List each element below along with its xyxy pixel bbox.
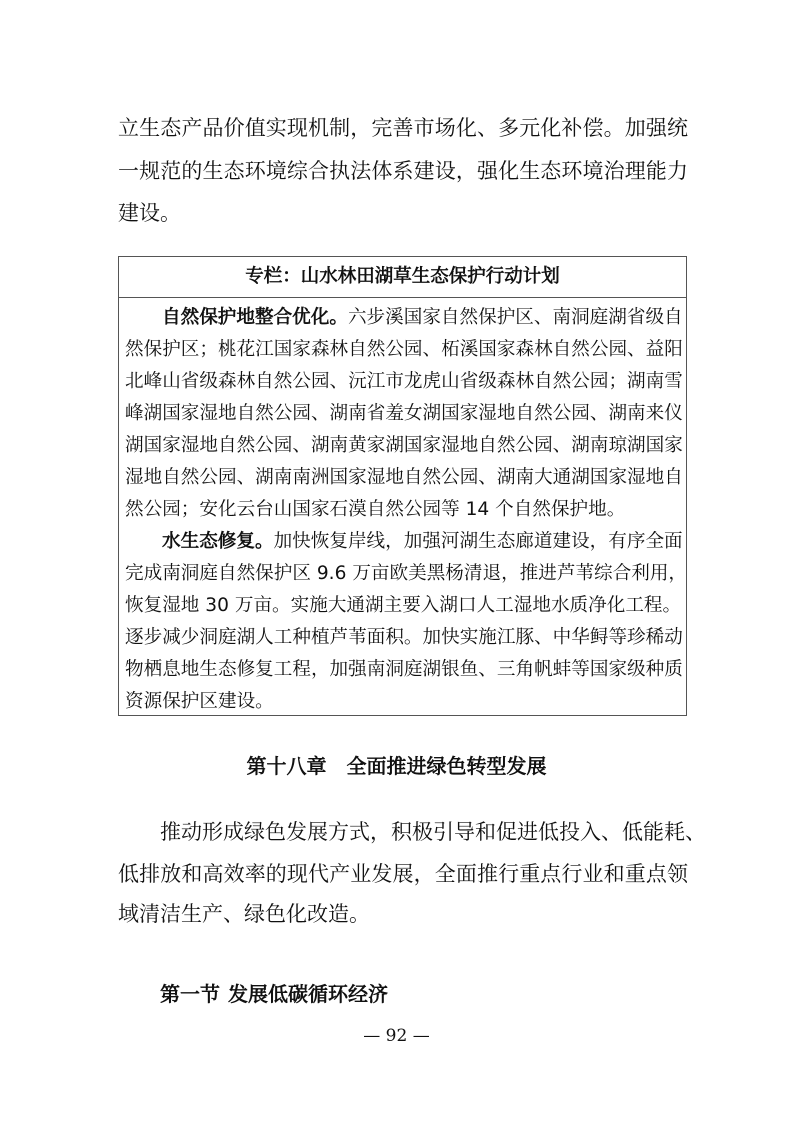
column-box	[118, 256, 687, 716]
chapter-heading	[0, 750, 793, 779]
text-line: 逐步减少洞庭湖人工种植芦苇面积。加快实施江豚、中华鲟等珍稀动	[125, 627, 683, 648]
text-line: 然公园；安化云台山国家石漠自然公园等 14 个自然保护地。	[125, 499, 626, 520]
section-title: 发展低碳循环经济	[228, 982, 388, 1006]
text-line: 一规范的生态环境综合执法体系建设，强化生态环境治理能力	[118, 159, 688, 183]
text-line: 低排放和高效率的现代产业发展，全面推行重点行业和重点领	[118, 862, 688, 886]
text-line: 恢复湿地 30 万亩。实施大通湖主要入湖口人工湿地水质净化工程。	[125, 595, 682, 616]
page-number: — 92 —	[363, 1026, 430, 1046]
text-line: 推动形成绿色发展方式，积极引导和促进低投入、低能耗、	[160, 820, 706, 844]
text-line	[162, 526, 683, 558]
text-line: 北峰山省级森林自然公园、沅江市龙虎山省级森林自然公园；湖南雪	[125, 371, 683, 392]
text-span: 六步溪国家自然保护区、南洞庭湖省级自	[347, 307, 683, 328]
section-heading	[160, 978, 396, 1007]
text-line: 资源保护区建设。	[125, 691, 274, 712]
text-line	[162, 302, 683, 334]
para-lead: 水生态修复。	[162, 531, 274, 552]
text-line: 立生态产品价值实现机制，完善市场化、多元化补偿。加强统	[118, 116, 688, 140]
text-line: 物栖息地生态修复工程，加强南洞庭湖银鱼、三角帆蚌等国家级种质	[125, 659, 683, 680]
text-span: 加快恢复岸线，加强河湖生态廊道建设，有序全面	[273, 531, 683, 552]
text-line: 然保护区；桃花江国家森林自然公园、柘溪国家森林自然公园、益阳	[125, 339, 683, 360]
column-box-title: 专栏：山水林田湖草生态保护行动计划	[119, 257, 686, 298]
chapter-number: 第十八章	[246, 754, 327, 778]
text-line: 湖国家湿地自然公园、湖南黄家湖国家湿地自然公园、湖南琼湖国家	[125, 435, 683, 456]
text-line: 建设。	[118, 201, 181, 225]
chapter-title: 全面推进绿色转型发展	[346, 754, 547, 778]
text-line: 完成南洞庭自然保护区 9.6 万亩欧美黑杨清退，推进芦苇综合利用，	[125, 563, 688, 584]
text-line: 域清洁生产、绿色化改造。	[118, 902, 370, 926]
text-line: 湿地自然公园、湖南南洲国家湿地自然公园、湖南大通湖国家湿地自	[125, 467, 683, 488]
text-line: 峰湖国家湿地自然公园、湖南省羞女湖国家湿地自然公园、湖南来仪	[125, 403, 683, 424]
section-number: 第一节	[160, 982, 220, 1006]
para-lead: 自然保护地整合优化。	[162, 307, 348, 328]
